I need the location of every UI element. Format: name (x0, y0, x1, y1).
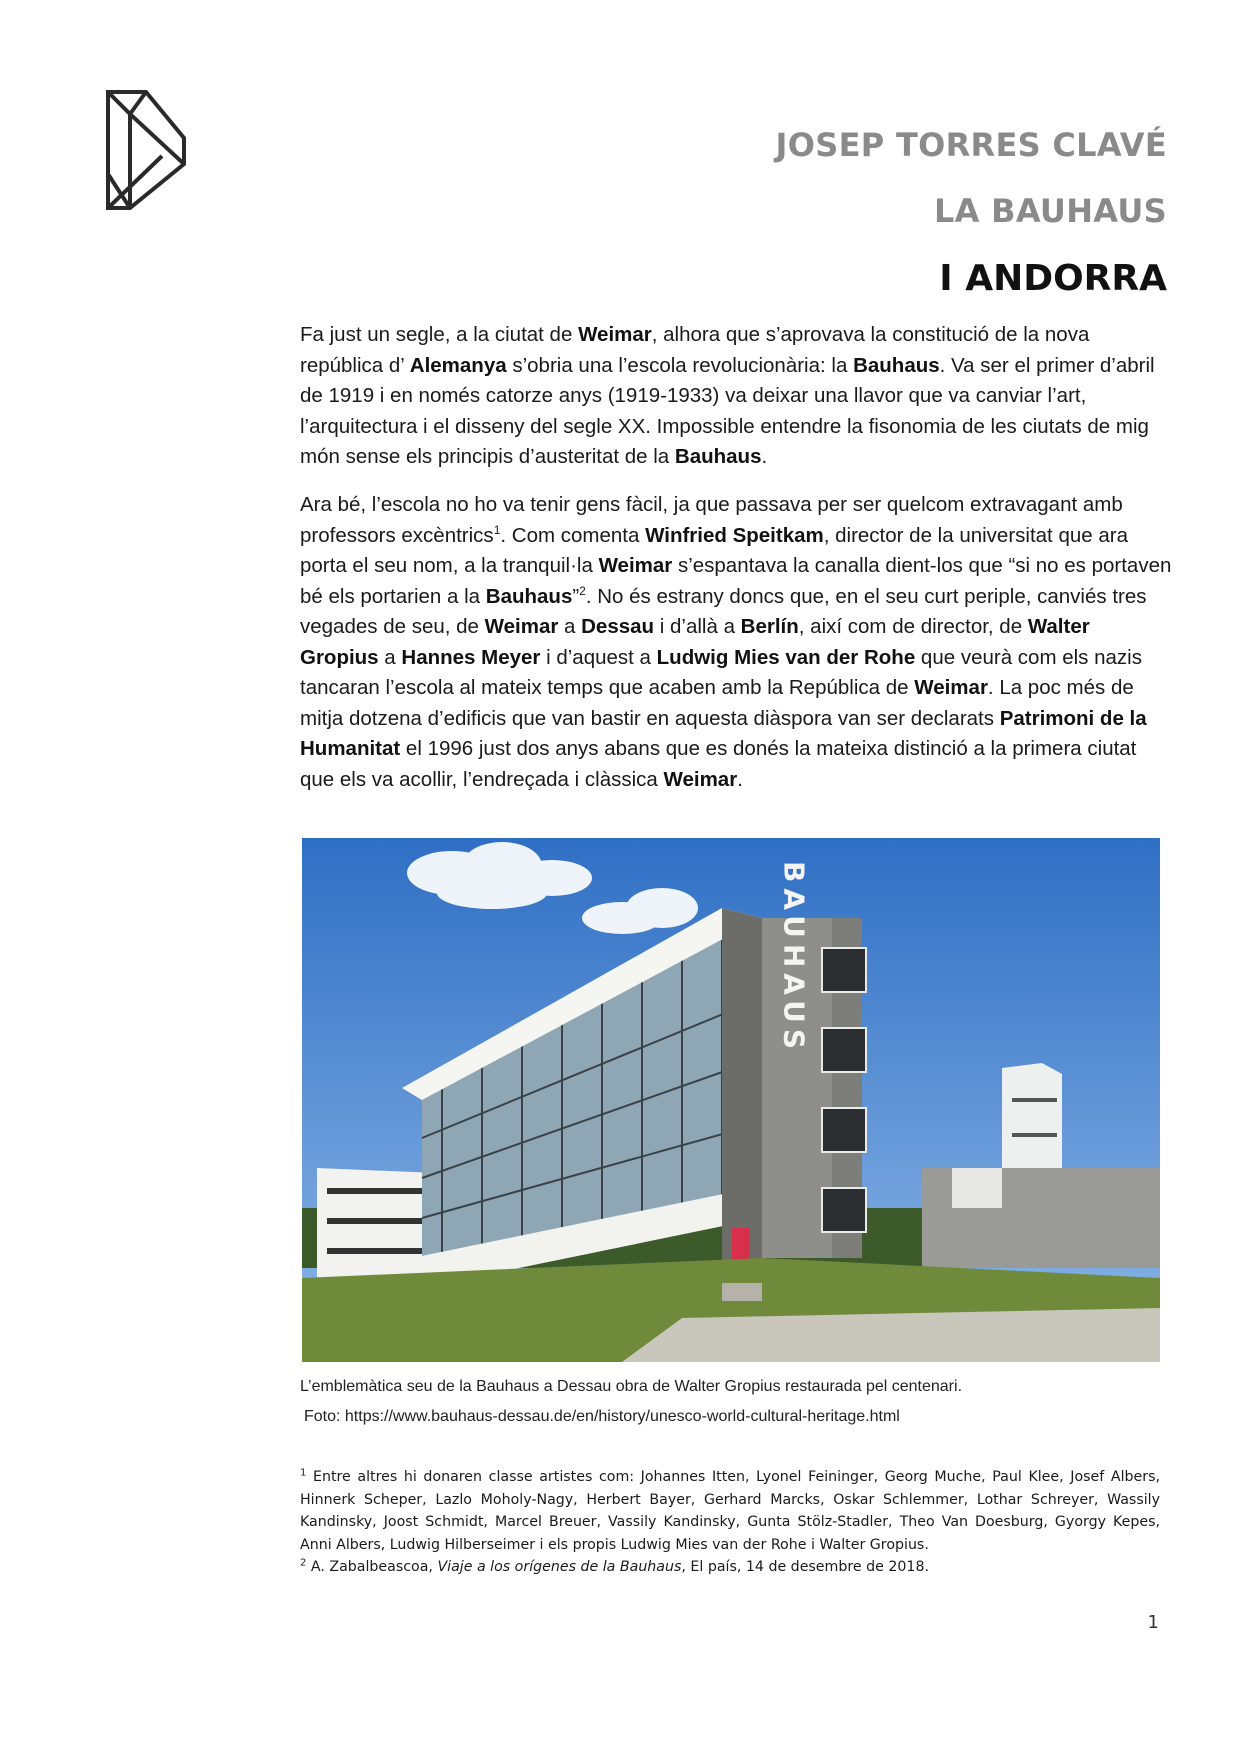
bold-term: Ludwig Mies van der Rohe (656, 645, 916, 669)
text-run: . (761, 445, 768, 468)
footnote-1 (300, 1466, 1160, 1556)
footnote-ref: 2 (579, 583, 586, 598)
text-run: . (737, 767, 743, 791)
bold-term: Patrimoni de la Humanitat (300, 706, 1147, 760)
text-run: Entre altres hi donaren classe artistes com: Johannes Itten, Lyonel Feininger, Georg Muche, Paul Klee, Josef Albers, Hinnerk Scheper, Lazlo Moholy-Nagy, Herbert Bayer, Gerhard Marcks, Oskar Schlemmer, Lothar Schreyer, Wassily Kandinsky, Joost Schmidt, Marcel Breuer, Vassily Kandinsky, Gunta Stölz-Stadler, Theo Van Doesburg, Gyorgy Kepes, Anni Albers, Ludwig Hilberseimer i els propis Ludwig Mies van der Rohe i Walter Gropius. (300, 1469, 1160, 1553)
text-run: a (558, 615, 582, 638)
text-run: a (378, 645, 402, 669)
bauhaus-sign: BAUHAUS (777, 860, 811, 1056)
bold-term: Hannes Meyer (401, 645, 541, 669)
text-run: i d’allà a (654, 615, 741, 638)
text-run: . La poc més de mitja dotzena d’edificis que van bastir en aquesta diàspora van ser declarats (300, 676, 1134, 730)
photo-credit: Foto: https://www.bauhaus-dessau.de/en/history/unesco-world-cultural-heritage.html (304, 1408, 900, 1425)
text-run: . Va ser el primer d’abril de 1919 i en només catorze anys (1919-1933) va deixar una llavor que va canviar l’art, l’arquitectura i el disseny del segle XX. Impossible entendre la fisonomia de les ciutats de mig món sense els principis d’austeritat de la (300, 353, 1155, 468)
text-run: Ara bé, l’escola no ho va tenir gens fàcil, ja que passava per ser quelcom extravagant amb professors excèntrics (300, 493, 1123, 547)
text-run: A. Zabalbeascoa, (306, 1559, 438, 1575)
page-number: 1 (1147, 1612, 1159, 1633)
text-run: , El país, 14 de desembre de 2018. (681, 1559, 929, 1575)
author-heading: JOSEP TORRES CLAVÉ (775, 126, 1167, 164)
bold-term: Bauhaus (485, 584, 573, 608)
bold-term: Weimar (598, 554, 673, 577)
bold-term: Weimar (578, 323, 652, 346)
bold-term: Alemanya (409, 353, 507, 377)
text-run: Fa just un segle, a la ciutat de (300, 323, 579, 346)
bold-term: Bauhaus (853, 353, 940, 377)
bold-term: Weimar (663, 767, 738, 791)
paragraph-history (300, 490, 1172, 795)
bold-term: Weimar (914, 676, 988, 699)
bold-term: Dessau (581, 615, 655, 638)
bold-term: Walter Gropius (300, 615, 1090, 669)
text-run: , alhora que s’aprovava la constitució de la nova república d’ (300, 323, 1090, 377)
text-run: i d’aquest a (540, 645, 657, 669)
italic-title: Viaje a los orígenes de la Bauhaus (437, 1559, 682, 1575)
bold-term: Weimar (484, 615, 559, 638)
paragraph-intro (300, 320, 1172, 473)
page-title: I ANDORRA (939, 258, 1167, 299)
text-run: ” (572, 584, 580, 608)
footnote-number: 2 (300, 1557, 307, 1569)
subject-heading: LA BAUHAUS (933, 192, 1167, 230)
text-run: . No és estrany doncs que, en el seu curt periple, canviés tres vegades de seu, de (300, 584, 1147, 638)
text-run: s’obria una l’escola revolucionària: la (506, 353, 854, 377)
bold-term: Winfried Speitkam (645, 523, 824, 547)
footnote-ref: 1 (493, 522, 501, 537)
bold-term: Berlín (740, 615, 799, 638)
footnote-2 (300, 1556, 1160, 1579)
text-run: , director de la universitat que ara porta el seu nom, a la tranquil·la (300, 523, 1128, 577)
text-run: s’espantava la canalla dient-los que “si no es portaven bé els portarien a la (300, 554, 1172, 608)
footnotes (300, 1466, 1160, 1579)
footnote-number: 1 (300, 1467, 307, 1479)
photo-caption: L’emblemàtica seu de la Bauhaus a Dessau obra de Walter Gropius restaurada pel centenari. (300, 1378, 963, 1395)
bauhaus-building-photo (302, 838, 1160, 1362)
text-run: que veurà com els nazis tancaran l’escola al mateix temps que acaben amb la República de (300, 645, 1142, 699)
bold-term: Bauhaus (674, 445, 762, 468)
publisher-logo-icon (100, 88, 196, 216)
text-run: el 1996 just dos anys abans que es donés la mateixa distinció a la primera ciutat que els va acollir, l’endreçada i clàssica (300, 737, 1137, 791)
text-run: , així com de director, de (798, 615, 1028, 638)
text-run: . Com comenta (500, 523, 646, 547)
